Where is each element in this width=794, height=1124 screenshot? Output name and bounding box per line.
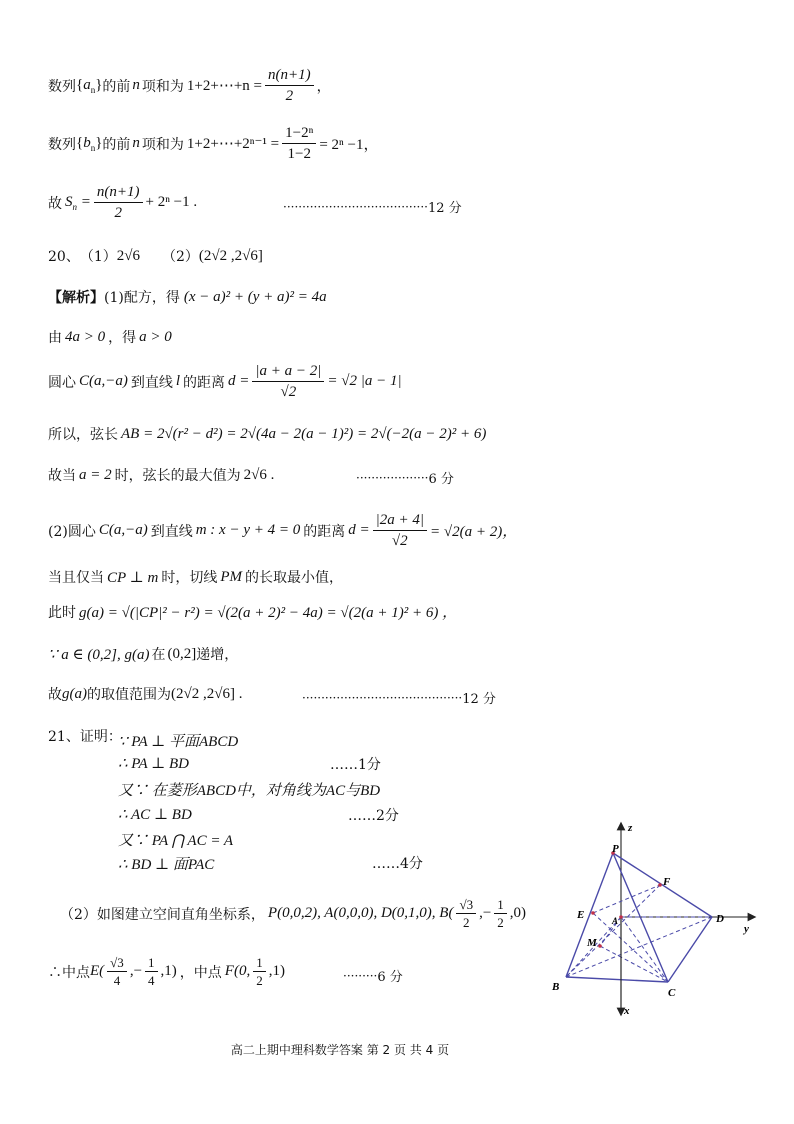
point-E: [591, 911, 595, 915]
q20-l7-pm: PM: [220, 568, 243, 585]
q20-number: 20、: [48, 249, 80, 265]
q21-c2-fnum: 1: [253, 955, 266, 972]
q21-proof-5: 又∵ PA ⋂ AC = A: [118, 833, 234, 849]
q21-c2-efrac1: [107, 955, 127, 988]
q20-l2-pre: 由: [48, 330, 62, 346]
q20-l5-pre: 故当: [48, 468, 76, 484]
q20-answer1: 2√6: [116, 247, 140, 264]
q20-l2-b: a > 0: [139, 328, 172, 345]
q21-c1-end: ,0): [509, 905, 527, 921]
sum-a-num: n(n+1): [265, 66, 314, 86]
q20-l2-a: 4a > 0: [65, 328, 106, 345]
q20-l7-cp: CP ⊥ m: [107, 569, 159, 586]
sum-a-line: 数列 $\{a_n\}$ 的前 n 项和为 1+2+⋯+n = $\frac{n(n+1)}{2}$ ，: [48, 67, 331, 104]
sum-a-label2: 的前: [102, 78, 131, 95]
q20-l10-score: 12 分: [462, 692, 496, 707]
q20-l5-a: a = 2: [79, 466, 112, 483]
q20-answer2: (2√2 ,2√6]: [198, 247, 263, 264]
q21-c2-enum: √3: [107, 955, 127, 972]
q20-l10-g: g(a): [62, 685, 87, 702]
q20-l3-d: d =: [228, 373, 250, 389]
q20-line6: [48, 511, 517, 550]
q21-proof-3: 又∵ 在菱形ABCD中，对角线为AC与BD: [118, 783, 381, 799]
q21-c2-e2den: 4: [148, 973, 155, 988]
q21-c1-pre: （2）如图建立空间直角坐标系，: [60, 906, 265, 923]
q21-c2-fend: ,1): [268, 963, 285, 979]
edge-EF: [593, 885, 660, 913]
sum-b-expr: 1+2+⋯+2ⁿ⁻¹ =: [186, 136, 280, 152]
q20-part2: （2）: [161, 249, 199, 265]
q20-l6-num: |2a + 4|: [373, 511, 427, 531]
q21-proof-4-score: ……2分: [348, 808, 399, 824]
q20-line1: [48, 287, 327, 307]
q21-c2-dots: ········· 6 分: [343, 966, 403, 985]
sum-b-label: 数列: [48, 136, 76, 153]
label-P: P: [612, 843, 619, 855]
brace-an: $\{a_n\}$: [76, 76, 103, 95]
q20-line8: [48, 601, 457, 622]
sum-s-line: 故 $S_n$ = $\frac{n(n+1)}{2}$ + 2ⁿ −1 .: [48, 184, 198, 221]
q21-mid-line: [48, 955, 285, 988]
q20-line3: [48, 362, 402, 401]
edge-PB: [566, 853, 613, 977]
label-A: A: [612, 916, 619, 926]
q20-l3-pre: 圆心: [48, 374, 76, 391]
q21-c1-bfrac2: [494, 897, 507, 930]
sum-s-prefix: 故: [48, 195, 62, 212]
q20-l4-expr: AB = 2√(r² − d²) = 2√(4a − 2(a − 1)²) = 2√(−2(a − 2)² + 6): [121, 425, 487, 442]
analysis-tag: 【解析】: [48, 290, 104, 306]
label-B: B: [552, 981, 560, 993]
sum-s-score: 12 分: [427, 201, 462, 216]
edge-EC: [593, 913, 668, 982]
label-x: x: [624, 1005, 630, 1017]
q21-header: [48, 726, 122, 746]
label-M: M: [587, 937, 597, 949]
q20-l8-pre: 此时: [48, 604, 76, 621]
q21-c2-fden: 2: [256, 973, 263, 988]
q21-c1-b2den: 2: [497, 915, 504, 930]
q20-l6-c: C(a,−a): [98, 522, 148, 538]
brace-bn: $\{b_n\}$: [76, 134, 103, 153]
q20-l9-tail: 递增，: [196, 647, 239, 663]
q20-l5-score: 6 分: [428, 472, 454, 487]
q21-c1-coords: P(0,0,2), A(0,0,0), D(0,1,0), B(: [267, 905, 454, 921]
q20-line7: [48, 567, 343, 587]
q20-l2-mid: ，得: [108, 330, 137, 346]
q21-c2-ffrac: [253, 955, 266, 988]
q20-l7-tail: 的长取最小值，: [245, 570, 344, 586]
sum-a-tail: ，: [316, 78, 331, 95]
q20-line2: [48, 327, 172, 347]
q21-coords-line: [60, 897, 526, 930]
q20-l5-mid: 时，弦长的最大值为: [114, 468, 241, 484]
q20-l3-l: l: [175, 373, 181, 389]
q20-l3-num: |a + a − 2|: [252, 362, 324, 382]
q20-l6-m: m : x − y + 4 = 0: [195, 522, 301, 538]
q21-proof-4: ∴ AC ⊥ BD: [118, 807, 192, 823]
q20-line4: [48, 424, 486, 444]
sum-b-num: 1−2ⁿ: [282, 124, 316, 144]
q20-line9: [48, 644, 238, 664]
q20-l6-tail: = √2(a + 2)，: [429, 524, 518, 540]
q20-l6-den: √2: [391, 533, 408, 549]
q20-l5-dots: ··················· 6 分: [356, 468, 454, 487]
q21-c2-comma: ,−: [129, 963, 143, 979]
q20-l6-mid2: 的距离: [303, 523, 346, 540]
q21-c1-bden: 2: [463, 915, 470, 930]
q21-c1-b2num: 1: [494, 897, 507, 914]
q21-c2-pre: ∴中点: [48, 964, 90, 981]
q20-l6-mid: 到直线: [150, 523, 193, 540]
sum-b-den: 1−2: [287, 146, 311, 162]
sum-a-den: 2: [285, 88, 294, 104]
sum-s-dots: ······································ 12 分: [283, 197, 462, 216]
q20-l6-pre: (2)圆心: [48, 523, 96, 540]
sum-a-label: 数列: [48, 78, 76, 95]
q21-c2-f: F(0,: [224, 963, 251, 979]
q21-c2-e2num: 1: [145, 955, 158, 972]
sum-a-expr: 1+2+⋯+n =: [186, 78, 262, 94]
q20-l10-pre: 故: [48, 687, 62, 703]
q20-l3-den: √2: [280, 384, 297, 400]
q20-l10-mid: 的取值范围为: [87, 687, 171, 703]
label-F: F: [663, 876, 671, 888]
point-A: [619, 915, 623, 919]
sum-b-label2: 的前: [102, 136, 131, 153]
label-D: D: [716, 913, 724, 925]
q21-c2-efrac2: [145, 955, 158, 988]
edge-CD: [668, 917, 712, 982]
q20-l6-frac: [373, 511, 427, 550]
label-C: C: [668, 987, 676, 999]
q21-proof-2: ∴ PA ⊥ BD: [118, 756, 190, 772]
q20-l3-mid: 到直线: [130, 374, 173, 391]
q21-c1-comma: ,−: [479, 905, 492, 921]
q21-proof-1: ∵ PA ⊥ 平面ABCD: [118, 734, 239, 750]
sum-a-frac: [265, 66, 314, 105]
q20-l7-mid: 时，切线: [161, 570, 218, 586]
q20-l4-pre: 所以，弦长: [48, 427, 118, 443]
sum-a-label3: 项和为: [141, 78, 184, 95]
edge-BC: [566, 977, 668, 982]
edge-MC: [600, 946, 668, 982]
q21-proof-6-score: ……4分: [372, 856, 423, 872]
sum-s-num: n(n+1): [94, 183, 143, 203]
q21-header-label: 21、证明：: [48, 729, 122, 745]
q20-part1: （1）: [79, 249, 117, 265]
sum-s-frac: [94, 183, 143, 222]
q21-c2-score: 6 分: [377, 970, 403, 985]
q21-c2-mid: ，中点: [179, 964, 222, 981]
q21-c2-eden: 4: [113, 973, 121, 988]
pyramid-figure: [545, 815, 760, 1020]
sum-b-label3: 项和为: [141, 136, 184, 153]
label-y: y: [744, 923, 749, 935]
q21-c1-bfrac1: [456, 897, 476, 930]
sum-s-den: 2: [114, 205, 122, 221]
label-z: z: [628, 822, 633, 834]
label-E: E: [577, 909, 585, 921]
q20-l10-val: (2√2 ,2√6] .: [171, 685, 243, 702]
q20-l9-int: (0,2]: [167, 645, 197, 662]
q21-c2-e: E(: [90, 963, 105, 979]
q20-l3-tail: = √2 |a − 1|: [327, 373, 402, 389]
sum-b-line: 数列 $\{b_n\}$ 的前 n 项和为 1+2+⋯+2ⁿ⁻¹ = $\frac{\text{1−2ⁿ}}{1-2}$ = 2ⁿ −1，: [48, 125, 379, 162]
q20-l3-frac: [252, 362, 324, 401]
sum-b-tail: = 2ⁿ −1，: [319, 137, 379, 153]
q20-line5: [48, 465, 274, 485]
q21-proof-6: ∴ BD ⊥ 面PAC: [118, 857, 215, 873]
point-M: [598, 944, 602, 948]
q20-l1-pre: (1)配方，得: [104, 290, 180, 306]
q20-header: [48, 246, 263, 266]
q20-l3-c: C(a,−a): [79, 373, 128, 389]
q20-l1-expr: (x − a)² + (y + a)² = 4a: [183, 288, 327, 305]
q21-c2-eend: ,1): [160, 963, 177, 979]
q20-l9-mid: 在: [151, 647, 166, 663]
q20-l6-d: d =: [348, 522, 370, 538]
point-F: [658, 883, 662, 887]
q20-l8-expr: g(a) = √(|CP|² − r²) = √(2(a + 2)² − 4a) = √(2(a + 1)² + 6) ，: [79, 605, 458, 621]
q20-l5-val: 2√6 .: [243, 466, 275, 483]
page-footer: 高二上期中理科数学答案 第 2 页 共 4 页: [230, 1043, 450, 1057]
q20-l10-dots: ·········································· 12 分: [302, 688, 496, 707]
q20-l3-mid2: 的距离: [183, 374, 226, 391]
q20-l7-pre: 当且仅当: [48, 570, 104, 586]
q20-l9-expr: ∵ a ∈ (0,2], g(a): [48, 646, 150, 663]
q21-proof-2-score: ……1分: [330, 757, 381, 773]
sum-b-frac: [282, 124, 316, 163]
q21-c1-bnum: √3: [456, 897, 476, 914]
sum-s-tail: + 2ⁿ −1 .: [145, 194, 198, 210]
q20-line10: [48, 684, 242, 704]
